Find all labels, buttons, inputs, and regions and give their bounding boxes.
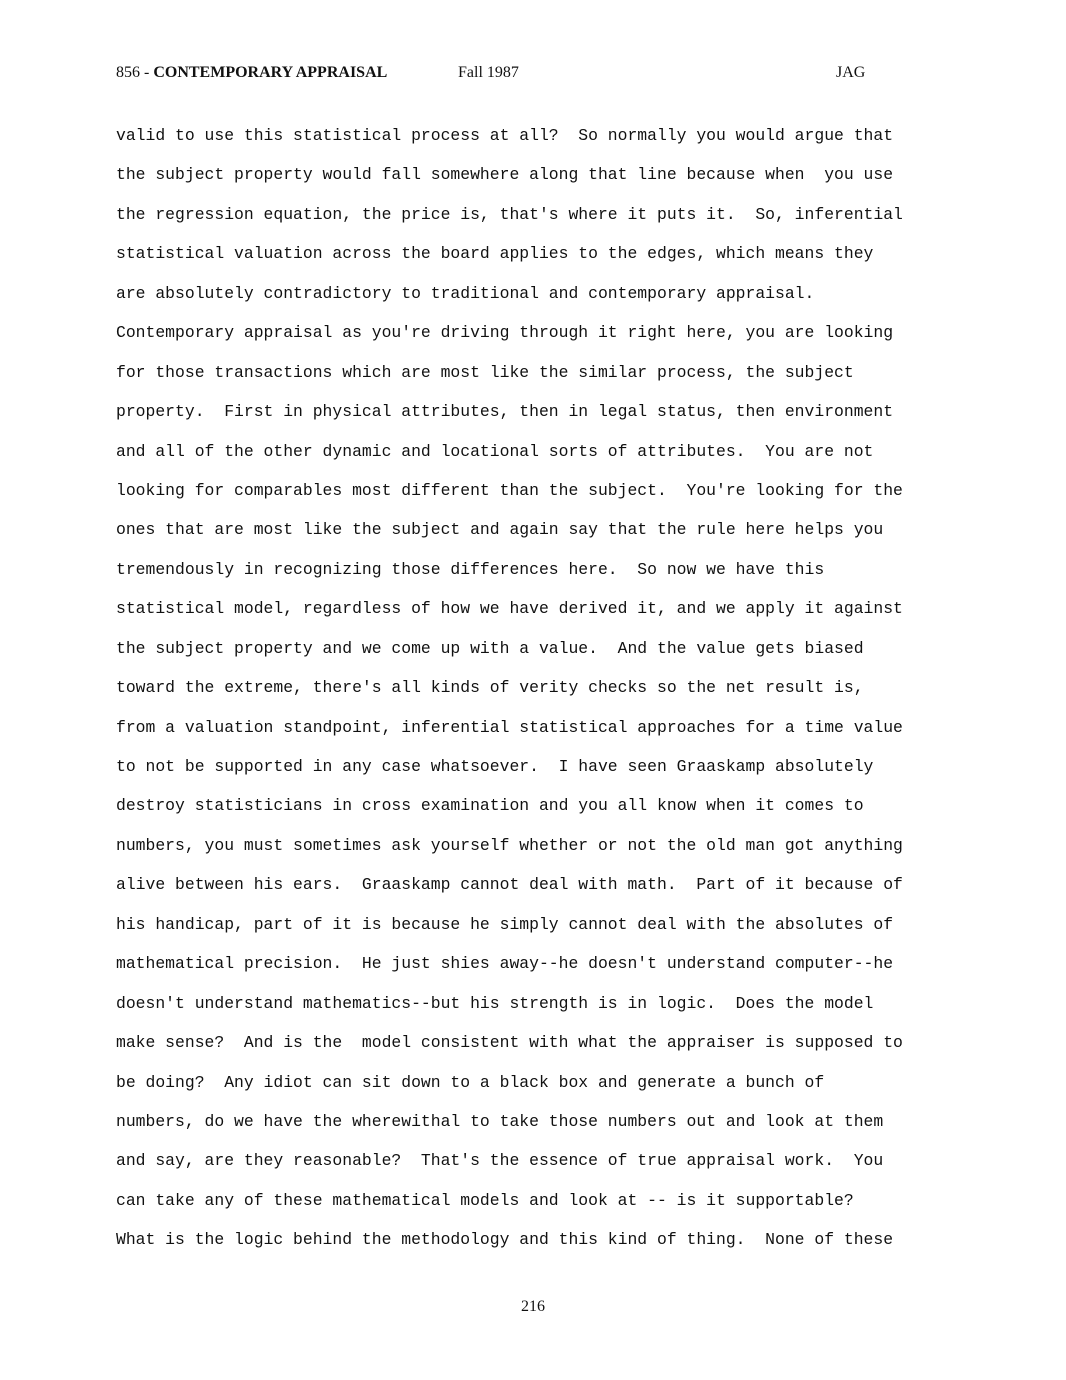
text-line: looking for comparables most different than the subject. You're looking for the	[116, 480, 903, 500]
text-line: the subject property and we come up with a value. And the value gets biased	[116, 638, 864, 658]
page-header	[116, 62, 876, 86]
page-number: 216	[521, 1298, 545, 1315]
text-line: destroy statisticians in cross examination and you all know when it comes to	[116, 796, 864, 816]
text-line: Contemporary appraisal as you're driving through it right here, you are looking	[116, 323, 894, 343]
course-heading	[116, 62, 387, 84]
text-line: What is the logic behind the methodology and this kind of thing. None of these	[116, 1230, 894, 1250]
text-line: to not be supported in any case whatsoever. I have seen Graaskamp absolutely	[116, 757, 874, 776]
text-line: from a valuation standpoint, inferential statistical approaches for a time value	[116, 717, 903, 737]
text-line: toward the extreme, there's all kinds of verity checks so the net result is,	[116, 678, 864, 698]
text-line: statistical valuation across the board applies to the edges, which means they	[116, 244, 874, 264]
text-line: make sense? And is the model consistent with what the appraiser is supposed to	[116, 1033, 903, 1053]
author-initials: JAG	[836, 64, 866, 81]
text-line: alive between his ears. Graaskamp cannot deal with math. Part of it because of	[116, 875, 903, 895]
text-line: and say, are they reasonable? That's the essence of true appraisal work. You	[116, 1151, 884, 1171]
term: Fall 1987	[458, 64, 519, 81]
text-line: mathematical precision. He just shies away--he doesn't understand computer--he	[116, 954, 894, 974]
text-line: the regression equation, the price is, that's where it puts it. So, inferential	[116, 204, 903, 224]
text-line: tremendously in recognizing those differences here. So now we have this	[116, 559, 825, 579]
text-line: property. First in physical attributes, then in legal status, then environment	[116, 402, 894, 422]
text-line: be doing? Any idiot can sit down to a black box and generate a bunch of	[116, 1072, 825, 1092]
transcript-body	[116, 116, 976, 1260]
text-line: numbers, you must sometimes ask yourself whether or not the old man got anything	[116, 835, 903, 855]
text-line: ones that are most like the subject and again say that the rule here helps you	[116, 520, 884, 540]
text-line: are absolutely contradictory to traditional and contemporary appraisal.	[116, 283, 815, 303]
text-line: his handicap, part of it is because he simply cannot deal with the absolutes of	[116, 914, 894, 934]
text-line: can take any of these mathematical models and look at -- is it supportable?	[116, 1190, 854, 1210]
text-line: doesn't understand mathematics--but his strength is in logic. Does the model	[116, 993, 874, 1013]
text-line: statistical model, regardless of how we have derived it, and we apply it against	[116, 599, 903, 619]
text-line: numbers, do we have the wherewithal to take those numbers out and look at them	[116, 1111, 884, 1131]
text-line: the subject property would fall somewhere along that line because when you use	[116, 165, 894, 185]
course-title: CONTEMPORARY APPRAISAL	[153, 64, 388, 81]
text-line: and all of the other dynamic and locational sorts of attributes. You are not	[116, 441, 874, 461]
course-code: 856 -	[116, 64, 154, 81]
text-line: for those transactions which are most like the similar process, the subject	[116, 362, 854, 382]
text-line: valid to use this statistical process at all? So normally you would argue that	[116, 126, 894, 145]
